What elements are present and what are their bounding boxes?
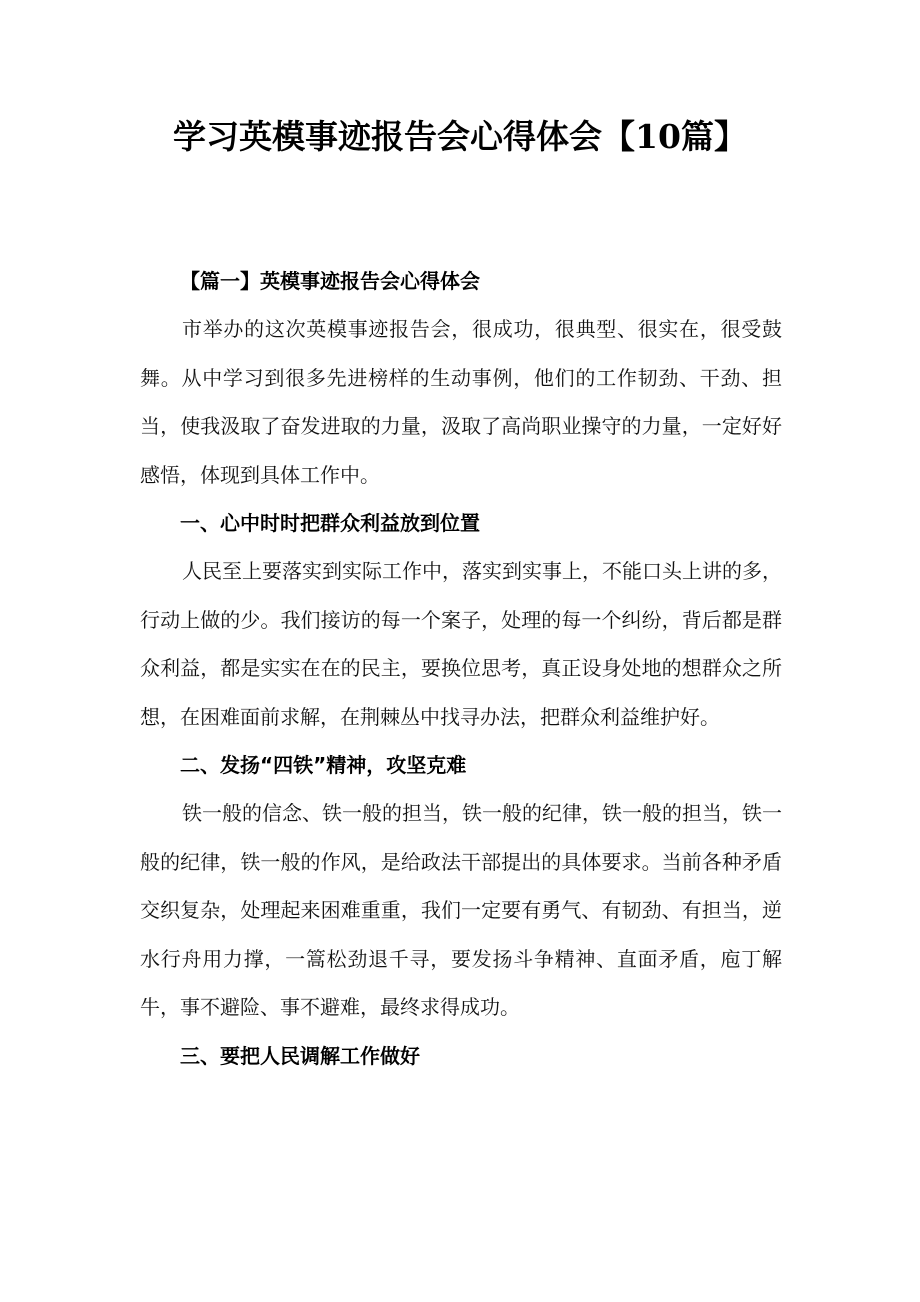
section-paragraph-2: 人民至上要落实到实际工作中，落实到实事上，不能口头上讲的多，行动上做的少。我们接访的每一个案子，处理的每一个纠纷，背后都是群众利益，都是实实在在的民主，要换位思考，真正设身处地的想群众之所想，在困难面前求解，在荆棘丛中找寻办法，把群众利益维护好。: [140, 559, 782, 729]
section-heading-1: 【篇一】英模事迹报告会心得体会: [180, 269, 480, 293]
section-heading-4: 三、要把人民调解工作做好: [180, 1043, 420, 1068]
document-body: [140, 257, 782, 1080]
section-paragraph-3: 铁一般的信念、铁一般的担当，铁一般的纪律，铁一般的担当，铁一般的纪律，铁一般的作风，是给政法干部提出的具体要求。当前各种矛盾交织复杂，处理起来困难重重，我们一定要有勇气、有韧劲、有担当，逆水行舟用力撑，一篙松劲退千寻，要发扬斗争精神、直面矛盾，庖丁解牛，事不避险、事不避难，最终求得成功。: [140, 801, 782, 1019]
document-title: 学习英模事迹报告会心得体会【10篇】: [173, 117, 747, 156]
section-heading-3: 二、发扬“四铁”精神，攻坚克难: [180, 753, 467, 777]
section-heading-2: 一、心中时时把群众利益放到位置: [180, 511, 480, 535]
section-paragraph-1: 市举办的这次英模事迹报告会，很成功，很典型、很实在，很受鼓舞。从中学习到很多先进榜样的生动事例，他们的工作韧劲、干劲、担当，使我汲取了奋发进取的力量，汲取了高尚职业操守的力量，一定好好感悟，体现到具体工作中。: [140, 317, 782, 487]
